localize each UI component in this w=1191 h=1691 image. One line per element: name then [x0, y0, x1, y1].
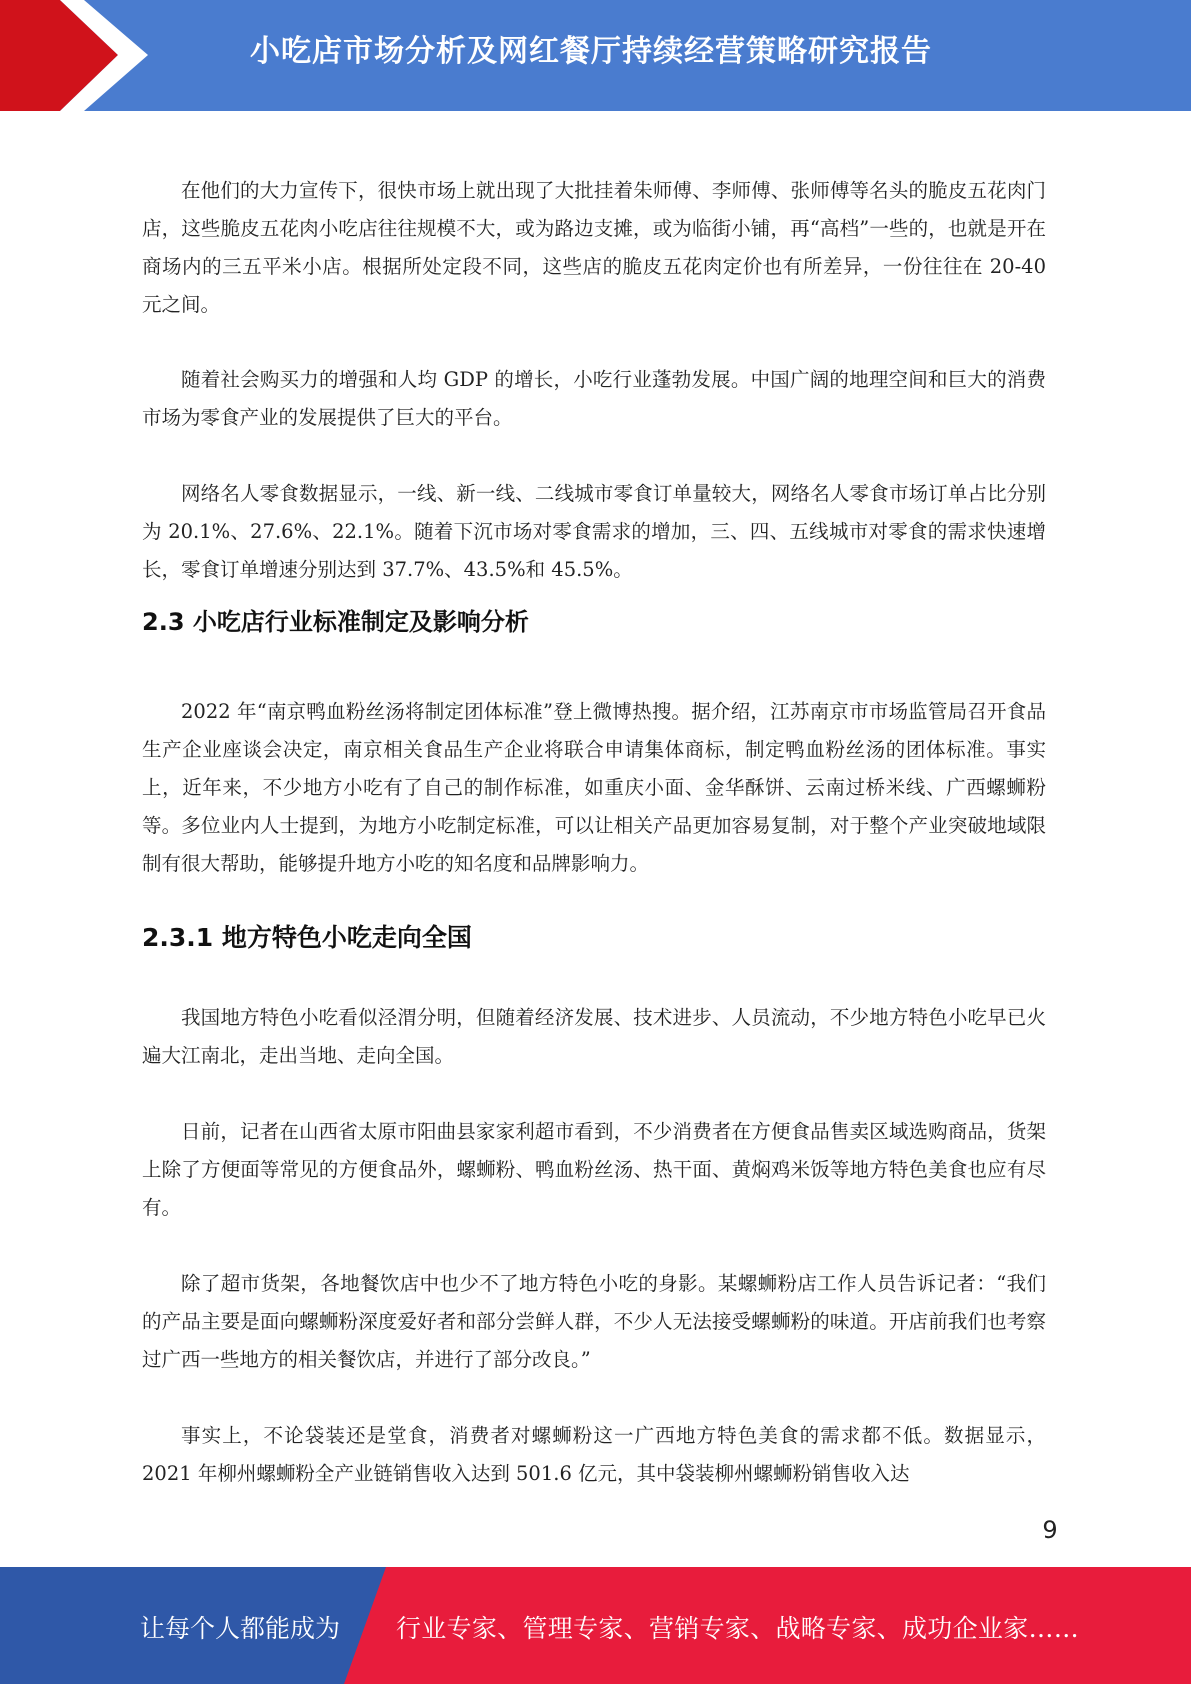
paragraph: 2022 年“南京鸭血粉丝汤将制定团体标准”登上微博热搜。据介绍，江苏南京市市场监管局召开食品生产企业座谈会决定，南京相关食品生产企业将联合申请集体商标，制定鸭血粉丝汤的团体标准。事实上，近年来，不少地方小吃有了自己的制作标准，如重庆小面、金华酥饼、云南过桥米线、广西螺蛳粉等。多位业内人士提到，为地方小吃制定标准，可以让相关产品更加容易复制，对于整个产业突破地域限制有很大帮助，能够提升地方小吃的知名度和品牌影响力。: [142, 700, 1046, 875]
footer-banner: [0, 1567, 1191, 1684]
report-title: 小吃店市场分析及网红餐厅持续经营策略研究报告: [250, 34, 932, 69]
paragraph: 除了超市货架，各地餐饮店中也少不了地方特色小吃的身影。某螺蛳粉店工作人员告诉记者：“我们的产品主要是面向螺蛳粉深度爱好者和部分尝鲜人群，不少人无法接受螺蛳粉的味道。开店前我们也考察过广西一些地方的相关餐饮店，并进行了部分改良。”: [142, 1272, 1046, 1371]
page-number: 9: [1042, 1516, 1058, 1544]
paragraph: 随着社会购买力的增强和人均 GDP 的增长，小吃行业蓬勃发展。中国广阔的地理空间和巨大的消费市场为零食产业的发展提供了巨大的平台。: [142, 368, 1046, 429]
paragraph: 在他们的大力宣传下，很快市场上就出现了大批挂着朱师傅、李师傅、张师傅等名头的脆皮五花肉门店，这些脆皮五花肉小吃店往往规模不大，或为路边支摊，或为临街小铺，再“高档”一些的，也就是开在商场内的三五平米小店。根据所处定段不同，这些店的脆皮五花肉定价也有所差异，一份往往在 20-40 元之间。: [142, 179, 1046, 316]
footer-slogan-left: 让每个人都能成为: [140, 1614, 341, 1643]
paragraph: 日前，记者在山西省太原市阳曲县家家利超市看到，不少消费者在方便食品售卖区域选购商品，货架上除了方便面等常见的方便食品外，螺蛳粉、鸭血粉丝汤、热干面、黄焖鸡米饭等地方特色美食也应有尽有。: [142, 1120, 1046, 1219]
section-heading-2-3-1: 2.3.1 地方特色小吃走向全国: [142, 923, 472, 952]
paragraph: 网络名人零食数据显示，一线、新一线、二线城市零食订单量较大，网络名人零食市场订单占比分别为 20.1%、27.6%、22.1%。随着下沉市场对零食需求的增加，三、四、五线城市对零食的需求快速增长，零食订单增速分别达到 37.7%、43.5%和 45.5%。: [142, 482, 1046, 581]
footer-slogan-right: 行业专家、管理专家、营销专家、战略专家、成功企业家……: [396, 1614, 1080, 1643]
paragraph: 事实上，不论袋装还是堂食，消费者对螺蛳粉这一广西地方特色美食的需求都不低。数据显示，2021 年柳州螺蛳粉全产业链销售收入达到 501.6 亿元，其中袋装柳州螺蛳粉销售收入达: [142, 1424, 1046, 1485]
header-banner: [0, 0, 1191, 111]
paragraph: 我国地方特色小吃看似泾渭分明，但随着经济发展、技术进步、人员流动，不少地方特色小吃早已火遍大江南北，走出当地、走向全国。: [142, 1006, 1046, 1067]
section-heading-2-3: 2.3 小吃店行业标准制定及影响分析: [142, 608, 529, 636]
